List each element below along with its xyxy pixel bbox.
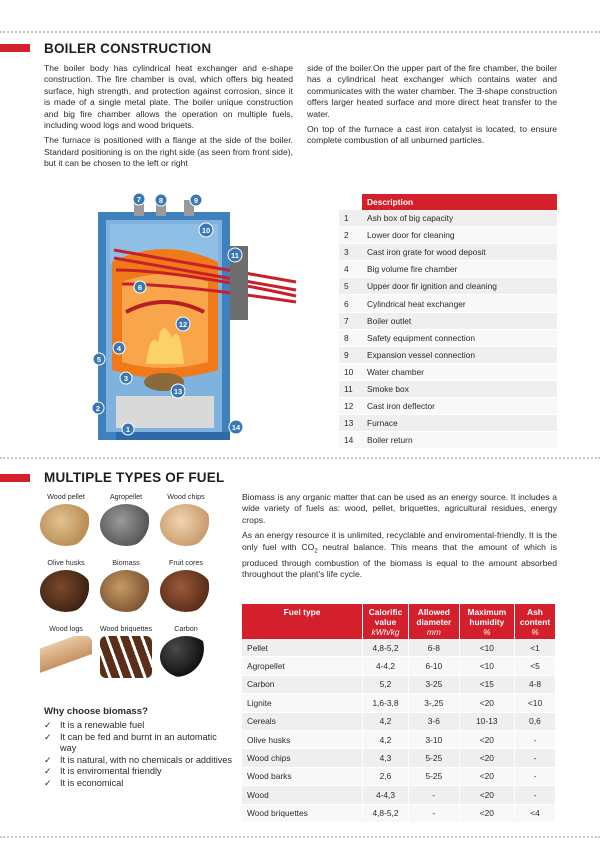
table-cell: <20 [459,694,514,712]
section-title-multiple-fuels: MULTIPLE TYPES OF FUEL [44,470,225,485]
callout-label: 12 [178,320,188,329]
section-divider-bottom [0,836,600,838]
table-row [339,261,557,278]
table-cell: <10 [459,639,514,657]
list-item [44,732,234,755]
table-cell: 4,8-5,2 [363,804,409,822]
callout-10 [199,223,213,237]
fuel-sample-olive-husks [38,558,94,612]
callout-label: 5 [96,355,102,364]
text-column-right [307,63,557,151]
table-row [339,312,557,329]
callout-label: 3 [123,374,129,383]
callout-2 [92,402,104,414]
table-header-number [339,194,362,210]
part-description: Safety equipment connection [362,329,557,346]
callout-5 [93,353,105,365]
part-number: 7 [339,312,362,329]
list-item [44,755,234,767]
table-row [242,786,556,804]
table-cell: <10 [459,657,514,675]
callout-label: 9 [193,196,199,205]
table-row [339,363,557,380]
biomass-image [100,570,152,612]
fuel-sample-wood-logs [38,624,94,678]
table-cell: 3-10 [408,730,459,748]
list-item-text: It is economical [60,777,124,788]
biomass-text [242,492,557,585]
list-item [44,778,234,790]
callout-8 [155,194,167,206]
part-description: Expansion vessel connection [362,346,557,363]
callout-label: 13 [173,387,183,396]
header-label: Maximum humidity [467,607,507,627]
fuel-type-cell: Cereals [242,712,363,730]
table-cell: - [515,730,556,748]
part-description: Smoke box [362,380,557,397]
table-header-description: Description [362,194,557,210]
table-cell: <4 [515,804,556,822]
table-cell: <5 [515,657,556,675]
table-cell: - [408,804,459,822]
table-cell: 4-4,3 [363,786,409,804]
fuel-sample-agropellet [98,492,154,546]
table-row [339,415,557,432]
table-cell: 4-8 [515,675,556,693]
table-cell: <20 [459,786,514,804]
parts-description-table [339,194,557,449]
fuel-type-cell: Wood [242,786,363,804]
table-row [339,380,557,397]
table-row [339,278,557,295]
table-row [339,346,557,363]
table-row [242,675,556,693]
fuel-label: Wood briquettes [99,624,153,633]
fuel-sample-wood-chips [158,492,214,546]
part-description: Ash box of big capacity [362,210,557,227]
paragraph: Biomass is any organic matter that can be used as an energy source. It includes a wide variety of fuels as: wood, pellet, briquettes, agricultural residues, energy crops. [242,492,557,525]
table-cell: 5,2 [363,675,409,693]
table-header [459,604,514,639]
table-row [339,329,557,346]
table-cell: 4,2 [363,712,409,730]
section-divider-middle [0,457,600,459]
part-description: Upper door fir ignition and cleaning [362,278,557,295]
callout-label: 4 [116,344,122,353]
callout-13 [171,384,185,398]
table-cell: <15 [459,675,514,693]
part-number: 4 [339,261,362,278]
fuel-type-cell: Wood chips [242,749,363,767]
part-number: 9 [339,346,362,363]
text-column-left [44,63,293,174]
part-description: Boiler return [362,432,557,449]
fuel-properties-table [242,604,556,823]
part-number: 1 [339,210,362,227]
table-row [339,210,557,227]
list-item-text: It is enviromental friendly [60,766,162,777]
section-marker [0,44,30,52]
header-label: Calorific value [368,607,403,627]
section-title-boiler-construction: BOILER CONSTRUCTION [44,41,212,56]
part-description: Big volume fire chamber [362,261,557,278]
table-cell: 10-13 [459,712,514,730]
callout-label: 11 [231,251,239,260]
table-cell: <20 [459,804,514,822]
part-description: Lower door for cleaning [362,227,557,244]
header-unit: % [483,627,491,637]
table-row [242,804,556,822]
header-unit: kWh/kg [371,627,400,637]
fuel-type-cell: Wood barks [242,767,363,785]
list-item [44,720,234,732]
table-row [242,712,556,730]
part-number: 10 [339,363,362,380]
fuel-sample-wood-pellet [38,492,94,546]
callout-label: 10 [201,226,211,235]
part-description: Boiler outlet [362,312,557,329]
table-cell: 4,2 [363,730,409,748]
header-unit: mm [426,627,441,637]
wood-chips-image [160,504,212,546]
fuel-type-cell: Carbon [242,675,363,693]
paragraph: The boiler body has cylindrical heat exchanger and e-shape construction. The fire chamber is oval, which offers big heated surface, high strength, and protection against corrosion, since it is made of a single metal plate. The boiler unique construction and big fire chamber allows the operation on multiple fuels, including wood logs and wood briquets. [44,63,293,131]
header-label: Ash content [519,607,551,627]
table-cell: 4-4,2 [363,657,409,675]
list-item-text: It is natural, with no chemicals or additives [60,754,233,765]
table-cell: - [515,786,556,804]
agropellet-image [100,504,152,546]
wood-briquettes-image [100,636,152,678]
table-cell: <20 [459,767,514,785]
table-row [242,657,556,675]
fuel-label: Wood logs [49,624,83,633]
fuel-sample-biomass [98,558,154,612]
table-cell: 4,3 [363,749,409,767]
fuel-sample-wood-briquettes [98,624,154,678]
part-number: 14 [339,432,362,449]
table-header [363,604,409,639]
fuel-label: Agropellet [109,492,143,501]
table-cell: 2,6 [363,767,409,785]
part-number: 5 [339,278,362,295]
boiler-cutaway-diagram [86,192,316,450]
header-label: Allowed diameter [416,607,452,627]
part-number: 12 [339,398,362,415]
table-cell: 5-25 [408,767,459,785]
wood-logs-image [40,636,92,678]
paragraph: The furnace is positioned with a flange at the side of the boiler. Standard positioning is on the right side (as seen from front side), but it can be chosen to the left or right [44,135,293,169]
table-row [242,749,556,767]
callout-label: 7 [136,195,142,204]
table-header [408,604,459,639]
table-cell: - [515,767,556,785]
why-biomass-list [44,720,234,790]
fuel-label: Wood chips [167,492,205,501]
callout-14 [229,420,243,434]
paragraph [242,530,557,580]
table-cell: - [515,749,556,767]
table-cell: 4,8-5,2 [363,639,409,657]
table-cell: - [408,786,459,804]
part-description: Cast iron deflector [362,398,557,415]
table-row [339,295,557,312]
table-row [339,432,557,449]
table-row [242,639,556,657]
section-divider-top [0,31,600,33]
part-number: 3 [339,244,362,261]
callout-11 [228,248,242,262]
fuel-label: Biomass [112,558,140,567]
table-header [242,604,363,639]
fuel-type-cell: Agropellet [242,657,363,675]
check-icon: ✓ [44,766,52,777]
table-cell: 6-10 [408,657,459,675]
text-span: As an energy resource it is unlimited, recyclable and enviromental-friendly. It is the only fuel with CO [242,530,557,552]
fuel-label: Fruit cores [169,558,203,567]
carbon-image [160,636,212,678]
part-number: 2 [339,227,362,244]
fuel-type-cell: Pellet [242,639,363,657]
fuel-type-cell: Wood briquettes [242,804,363,822]
table-cell: <1 [515,639,556,657]
table-row [242,694,556,712]
fuel-label: Wood pellet [47,492,85,501]
part-description: Water chamber [362,363,557,380]
callout-7 [133,193,145,205]
fuel-type-cell: Olive husks [242,730,363,748]
part-description: Cast iron grate for wood deposit [362,244,557,261]
part-number: 6 [339,295,362,312]
list-item [44,766,234,778]
callout-9 [190,194,202,206]
check-icon: ✓ [44,754,52,765]
fuel-label: Carbon [174,624,198,633]
check-icon: ✓ [44,777,52,788]
callout-label: 14 [231,423,241,432]
part-number: 13 [339,415,362,432]
fruit-cores-image [160,570,212,612]
part-description: Furnace [362,415,557,432]
part-number: 8 [339,329,362,346]
callout-label: 2 [95,404,101,413]
table-cell: <20 [459,749,514,767]
callout-label: 6 [137,283,143,292]
table-row [339,227,557,244]
list-item-text: It can be fed and burnt in an automatic way [60,731,217,754]
fuel-sample-carbon [158,624,214,678]
section-marker [0,474,30,482]
check-icon: ✓ [44,731,52,742]
table-cell: 1,6-3,8 [363,694,409,712]
callout-label: 8 [158,196,164,205]
callout-3 [120,372,132,384]
table-cell: 3-,25 [408,694,459,712]
table-row [339,398,557,415]
table-header [515,604,556,639]
table-row [242,730,556,748]
table-cell: 3-6 [408,712,459,730]
paragraph: side of the boiler.On the upper part of the fire chamber, the boiler has a cylindrical heat exchanger which contains water and communicates with the water chamber. The Ǝ-shape construction offers larger heated surface and more direct heat transfer to the water. [307,63,557,119]
callout-6 [134,281,146,293]
text-span: neutral balance. This means that the amount of which is produced through combustion of the biomass is equal to the amount absorbed throughout the plant's life cycle. [242,541,557,580]
part-description: Cylindrical heat exchanger [362,295,557,312]
table-cell: <10 [515,694,556,712]
fuel-label: Olive husks [47,558,85,567]
callout-4 [113,342,125,354]
table-cell: 0,6 [515,712,556,730]
table-cell: 5-25 [408,749,459,767]
header-unit: % [531,627,539,637]
table-cell: <20 [459,730,514,748]
part-number: 11 [339,380,362,397]
fuel-type-cell: Lignite [242,694,363,712]
wood-pellet-image [40,504,92,546]
callout-12 [176,317,190,331]
header-label: Fuel type [283,607,321,617]
callout-1 [122,423,134,435]
table-row [242,767,556,785]
subscript: 2 [314,548,318,555]
table-row [339,244,557,261]
fuel-sample-fruit-cores [158,558,214,612]
why-biomass-title: Why choose biomass? [44,706,148,717]
olive-husks-image [40,570,92,612]
table-cell: 3-25 [408,675,459,693]
callout-label: 1 [125,425,131,434]
check-icon: ✓ [44,720,52,730]
list-item-text: It is a renewable fuel [60,720,145,730]
paragraph: On top of the furnace a cast iron catalyst is located, to ensure complete combustion of all unburned particles. [307,124,557,146]
table-cell: 6-8 [408,639,459,657]
